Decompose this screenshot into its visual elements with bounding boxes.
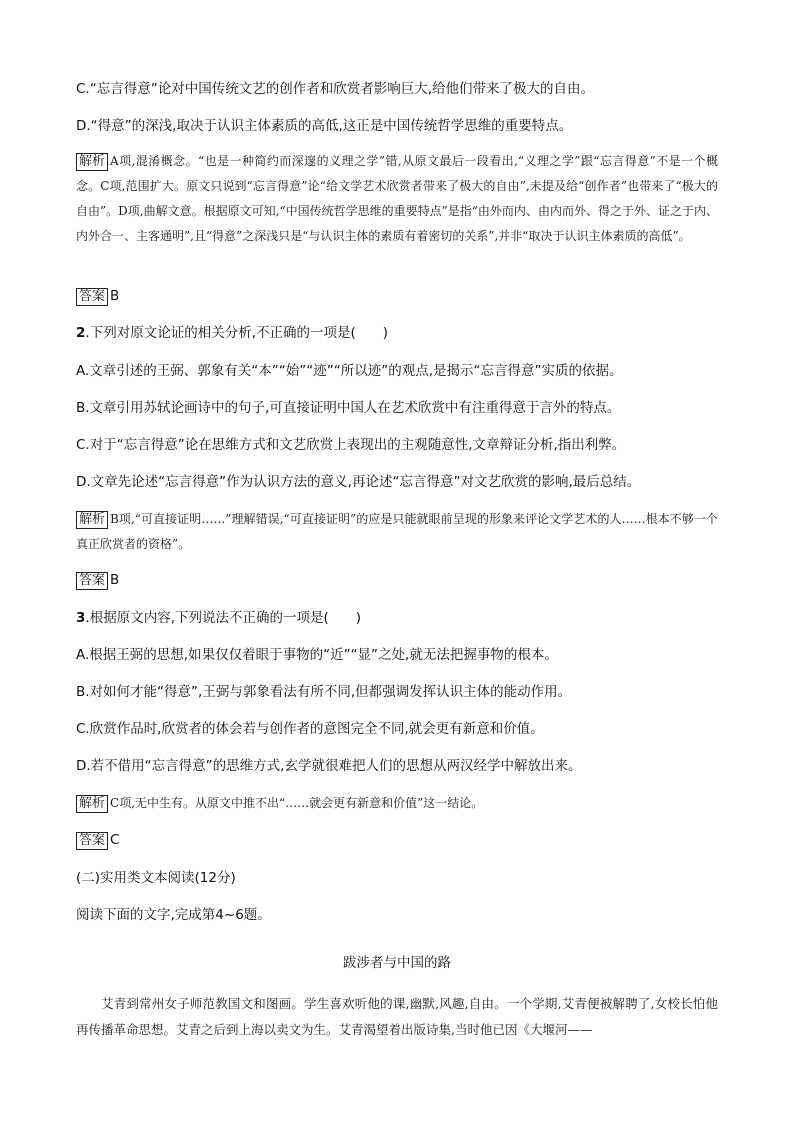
article-paragraph: 艾青到常州女子师范教国文和图画。学生喜欢听他的课,幽默,风趣,自由。一个学期,艾青便被解聘了,女校长怕他再传播革命思想。艾青之后到上海以卖文为生。艾青渴望着出版诗集,当时他已因《大堰河—— <box>76 996 718 1037</box>
q2-option-a: A.文章引述的王弼、郭象有关“本”“始”“迹”“所以迹”的观点,是揭示“忘言得意”实质的依据。 <box>76 363 623 379</box>
q1-answer <box>76 286 119 306</box>
q2-stem-text: .下列对原文论证的相关分析,不正确的一项是( ) <box>85 325 389 341</box>
answer-tag: 答案 <box>76 572 108 590</box>
q2-answer <box>76 570 119 590</box>
q3-option-a: A.根据王弼的思想,如果仅仅着眼于事物的“近”“显”之处,就无法把握事物的根本。 <box>76 647 558 663</box>
q3-option-d: D.若不借用“忘言得意”的思维方式,玄学就很难把人们的思想从两汉经学中解放出来。 <box>76 758 582 774</box>
q1-answer-value: B <box>110 288 120 304</box>
q3-stem <box>76 608 716 628</box>
q3-stem-text: .根据原文内容,下列说法不正确的一项是( ) <box>85 610 362 626</box>
q3-option-c: C.欣赏作品时,欣赏者的体会若与创作者的意图完全不同,就会更有新意和价值。 <box>76 721 544 737</box>
option-d-prev: D.“得意”的深浅,取决于认识主体素质的高低,这正是中国传统哲学思维的重要特点。 <box>76 118 573 134</box>
q2-analysis-text: B项,“可直接证明……”理解错误,“可直接证明”的应是只能就眼前呈现的形象来评论文学艺术的人……根本不够一个真正欣赏者的资格”。 <box>76 512 718 551</box>
q1-analysis-text: A项,混淆概念。“也是一种简约而深邃的义理之学”错,从原文最后一段看出,“义理之学”跟“忘言得意”不是一个概念。C项,范围扩大。原文只说到“忘言得意”论“给文学艺术欣赏者带来了极大的自由”,未提及给“创作者”也带来了“极大的自由”。D项,曲解文意。根据原文可知,“中国传统哲学思维的重要特点”是指“由外而内、由内而外、得之于外、证之于内、内外合一、主客通明”,且“得意”之深浅只是“与认识主体的素质有着密切的关系”,并非“取决于认识主体素质的高低”。 <box>76 154 718 243</box>
q2-number: 2 <box>76 325 86 341</box>
q2-option-d: D.文章先论述“忘言得意”作为认识方法的意义,再论述“忘言得意”对文艺欣赏的影响,最后总结。 <box>76 474 641 490</box>
q2-option-b: B.文章引用苏轼论画诗中的句子,可直接证明中国人在艺术欣赏中有注重得意于言外的特点。 <box>76 400 621 416</box>
q2-stem <box>76 323 716 343</box>
q3-analysis-text: C项,无中生有。从原文中推不出“……就会更有新意和价值”这一结论。 <box>110 796 484 810</box>
q3-analysis-block <box>76 791 718 816</box>
q3-option-b: B.对如何才能“得意”,王弼与郭象看法有所不同,但都强调发挥认识主体的能动作用。 <box>76 684 572 700</box>
section-heading: (二)实用类文本阅读(12分) <box>76 870 236 886</box>
q3-answer <box>76 830 119 850</box>
analysis-tag: 解析 <box>76 511 108 529</box>
section-instruction: 阅读下面的文字,完成第4~6题。 <box>76 907 271 923</box>
q1-analysis-block <box>76 149 718 249</box>
q3-number: 3 <box>76 610 86 626</box>
option-c-prev: C.“忘言得意”论对中国传统文艺的创作者和欣赏者影响巨大,给他们带来了极大的自由。 <box>76 81 594 97</box>
answer-tag: 答案 <box>76 832 108 850</box>
q2-option-c: C.对于“忘言得意”论在思维方式和文艺欣赏上表现出的主观随意性,文章辩证分析,指出利弊。 <box>76 437 626 453</box>
answer-tag: 答案 <box>76 288 108 306</box>
analysis-tag: 解析 <box>76 795 108 813</box>
article-title: 跋涉者与中国的路 <box>343 955 451 971</box>
q3-answer-value: C <box>110 832 120 848</box>
q2-analysis-block <box>76 507 718 557</box>
q2-answer-value: B <box>110 572 120 588</box>
analysis-tag: 解析 <box>76 153 108 171</box>
